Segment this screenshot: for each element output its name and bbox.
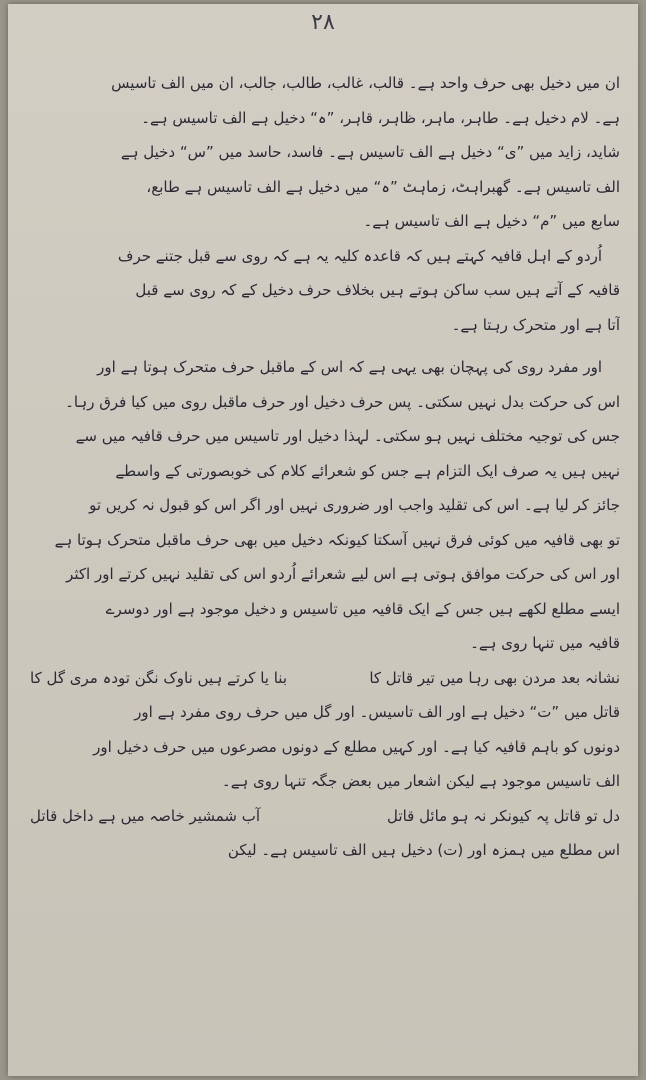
verse-couplet-1 <box>30 661 620 696</box>
paragraph-1 <box>30 66 620 239</box>
verse-first-hemistich: نشانہ بعد مردن بھی رہا میں تیر قاتل کا <box>369 668 620 687</box>
paragraph-3 <box>30 350 620 661</box>
text-line: ان میں دخیل بھی حرف واحد ہے۔ قالب، غالب، طالب، جالب، ان میں الف تاسیس <box>111 74 620 92</box>
paragraph-2 <box>30 239 620 343</box>
book-page <box>8 4 638 1076</box>
body-text <box>30 66 620 868</box>
text-line: نہیں ہیں یہ صرف ایک التزام ہے جس کو شعرائے کلام کی خوبصورتی کے واسطے <box>115 461 620 480</box>
paragraph-5 <box>30 833 620 868</box>
text-line: قافیہ کے آتے ہیں سب ساکن ہوتے ہیں بخلاف حرف دخیل کے کہ روی سے قبل <box>135 281 620 299</box>
text-line: شاید، زاید میں ”ی“ دخیل ہے الف تاسیس ہے۔ فاسد، حاسد میں ”س“ دخیل ہے <box>120 143 620 161</box>
text-line: دونوں کو باہم قافیہ کیا ہے۔ اور کہیں مطلع کے دونوں مصرعوں میں حرف دخیل اور <box>93 737 620 756</box>
text-line: تو بھی قافیہ میں کوئی فرق نہیں آسکتا کیونکہ دخیل میں بھی حرف ماقبل متحرک ہوتا ہے <box>54 530 620 549</box>
text-line: الف تاسیس ہے۔ گھبراہٹ، زماہٹ ”ہ“ میں دخیل ہے الف تاسیس ہے طابع، <box>146 177 620 196</box>
paragraph-4 <box>30 695 620 799</box>
text-line: آتا ہے اور متحرک رہتا ہے۔ <box>451 315 620 334</box>
text-line: اور اس کی حرکت موافق ہوتی ہے اس لیے شعرائے اُردو اس کی تقلید نہیں کرتے اور اکثر <box>66 565 620 583</box>
text-line: اور مفرد روی کی پہچان بھی یہی ہے کہ اس کے ماقبل حرف متحرک ہوتا ہے اور <box>97 358 602 376</box>
text-line: سابع میں ”م“ دخیل ہے الف تاسیس ہے۔ <box>363 212 620 230</box>
text-line: قافیہ میں تنہا روی ہے۔ <box>470 634 620 652</box>
text-line: ایسے مطلع لکھے ہیں جس کے ایک قافیہ میں تاسیس و دخیل موجود ہے اور دوسرے <box>105 599 620 618</box>
text-line: جس کی توجیہ مختلف نہیں ہو سکتی۔ لہذا دخیل اور تاسیس میں حرف قافیہ میں سے <box>75 427 620 445</box>
verse-first-hemistich: دل تو قاتل پہ کیونکر نہ ہو مائل قاتل <box>387 806 620 825</box>
text-line: اس کی حرکت بدل نہیں سکتی۔ پس حرف دخیل اور حرف ماقبل روی میں کیا فرق رہا۔ <box>65 392 620 411</box>
page-number: ۲۸ <box>311 10 335 35</box>
verse-couplet-2 <box>30 799 620 834</box>
verse-second-hemistich: بنا یا کرتے ہیں ناوک نگن تودہ مری گل کا <box>30 668 287 687</box>
text-line: ہے۔ لام دخیل ہے۔ طاہر، ماہر، ظاہر، قاہر، ”ہ“ دخیل ہے الف تاسیس ہے۔ <box>141 108 620 127</box>
text-line: جائز کر لیا ہے۔ اس کی تقلید واجب اور ضروری نہیں اور اگر اس کو قبول نہ کریں تو <box>89 496 620 514</box>
text-line: الف تاسیس موجود ہے لیکن اشعار میں بعض جگہ تنہا روی ہے۔ <box>221 772 620 790</box>
text-line: اس مطلع میں ہمزہ اور (ت) دخیل ہیں الف تاسیس ہے۔ لیکن <box>227 841 620 859</box>
text-line: اُردو کے اہل قافیہ کہتے ہیں کہ قاعدہ کلیہ یہ ہے کہ روی سے قبل جتنے حرف <box>117 246 602 265</box>
verse-second-hemistich: آب شمشیر خاصہ میں ہے داخل قاتل <box>30 806 261 825</box>
text-line: قاتل میں ”ت“ دخیل ہے اور الف تاسیس۔ اور گل میں حرف روی مفرد ہے اور <box>134 703 620 721</box>
